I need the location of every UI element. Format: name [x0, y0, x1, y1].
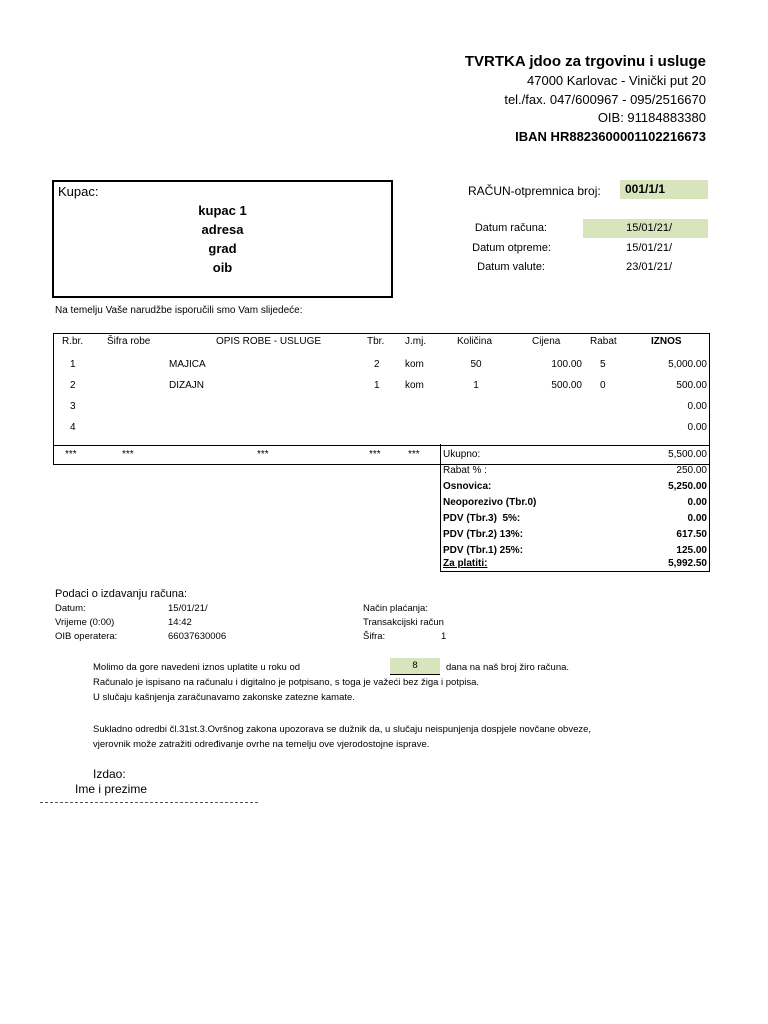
- customer-city: grad: [208, 241, 237, 256]
- row1-rabat: 5: [600, 359, 606, 370]
- total-osnovica: [441, 479, 709, 495]
- issuing-oib: 66037630006: [168, 631, 227, 642]
- row1-cijena: 100.00: [551, 359, 582, 370]
- invoice-date: 15/01/21/: [583, 219, 708, 238]
- issuing-oib-label: OIB operatera:: [55, 631, 118, 642]
- col-iznos: IZNOS: [651, 336, 682, 347]
- signature-line: [40, 802, 258, 803]
- total-rabat-value: 250.00: [676, 465, 707, 476]
- row2-jmj: kom: [405, 380, 424, 391]
- note-line2: Računalo je ispisano na računalu i digitalno je potpisano, s toga je važeći bez žiga i potpisa.: [93, 677, 480, 688]
- row1-jmj: kom: [405, 359, 424, 370]
- total-neoporezivo-value: 0.00: [687, 497, 707, 508]
- customer-oib: oib: [212, 260, 233, 275]
- total-za-platiti-value: 5,992.50: [668, 558, 707, 569]
- due-date-label: Datum valute:: [477, 261, 545, 273]
- stars-opis: ***: [257, 449, 269, 460]
- total-za-platiti: [441, 556, 709, 572]
- note-line5: vjerovnik može zatražiti određivanje ovrhe na temelju ove vjerodostojne isprave.: [93, 739, 430, 750]
- ship-date: 15/01/21/: [626, 242, 672, 254]
- note-pay-before: Molimo da gore navedeni iznos uplatite u roku od: [93, 662, 301, 673]
- note-line3: U slučaju kašnjenja zaračunavamo zakonske zatezne kamate.: [93, 692, 355, 703]
- company-phone: tel./fax. 047/600967 - 095/2516670: [504, 92, 706, 107]
- row3-rbr: 3: [70, 401, 76, 412]
- row2-cijena: 500.00: [551, 380, 582, 391]
- company-iban: IBAN HR8823600001102216673: [515, 129, 706, 144]
- issuing-time: 14:42: [168, 617, 192, 628]
- row4-rbr: 4: [70, 422, 76, 433]
- col-opis: OPIS ROBE - USLUGE: [216, 336, 322, 347]
- total-pdv-13-label: PDV (Tbr.2) 13%:: [443, 529, 524, 540]
- total-ukupno-label: Ukupno:: [443, 449, 481, 460]
- note-days: 8: [390, 658, 440, 675]
- due-date: 23/01/21/: [626, 261, 672, 273]
- customer-label: Kupac:: [58, 184, 99, 199]
- total-pdv-5: [441, 511, 709, 527]
- company-address: 47000 Karlovac - Vinički put 20: [527, 73, 706, 88]
- total-neoporezivo-label: Neoporezivo (Tbr.0): [443, 497, 537, 508]
- row3-iznos: 0.00: [687, 401, 707, 412]
- totals-box: [440, 444, 710, 572]
- stars-tbr: ***: [369, 449, 381, 460]
- code-value: 1: [441, 631, 447, 642]
- row1-tbr: 2: [374, 359, 380, 370]
- stars-sifra: ***: [122, 449, 134, 460]
- stars-rbr: ***: [65, 449, 77, 460]
- total-rabat: [441, 463, 709, 479]
- col-cijena: Cijena: [532, 336, 561, 347]
- customer-box: [52, 180, 393, 298]
- col-rabat: Rabat: [590, 336, 617, 347]
- total-pdv-5-value: 0.00: [687, 513, 707, 524]
- col-tbr: Tbr.: [367, 336, 385, 347]
- col-rbr: R.br.: [62, 336, 84, 347]
- col-kolicina: Količina: [457, 336, 493, 347]
- issuing-date-label: Datum:: [55, 603, 86, 614]
- customer-address: adresa: [201, 222, 244, 237]
- issuing-title: Podaci o izdavanju računa:: [55, 588, 188, 600]
- row2-opis: DIZAJN: [169, 380, 204, 391]
- total-pdv-25-value: 125.00: [676, 545, 707, 556]
- intro-text: Na temelju Vaše narudžbe isporučili smo Vam slijedeće:: [55, 305, 303, 316]
- total-pdv-25-label: PDV (Tbr.1) 25%:: [443, 545, 524, 556]
- note-pay-after: dana na naš broj žiro računa.: [446, 662, 570, 673]
- customer-name: kupac 1: [198, 203, 247, 218]
- total-osnovica-label: Osnovica:: [443, 481, 492, 492]
- payment-method: Transakcijski račun: [363, 617, 444, 628]
- row1-opis: MAJICA: [169, 359, 206, 370]
- total-za-platiti-label: Za platiti:: [443, 558, 488, 569]
- total-pdv-13-value: 617.50: [676, 529, 707, 540]
- issuing-time-label: Vrijeme (0:00): [55, 617, 115, 628]
- total-pdv-13: [441, 527, 709, 543]
- total-ukupno: [441, 447, 709, 463]
- invoice-number-label: RAČUN-otpremnica broj:: [468, 184, 601, 198]
- issuing-date: 15/01/21/: [168, 603, 208, 614]
- total-neoporezivo: [441, 495, 709, 511]
- company-oib: OIB: 91184883380: [597, 110, 706, 125]
- total-ukupno-value: 5,500.00: [668, 449, 707, 460]
- row2-kolicina: 1: [473, 380, 479, 391]
- payment-method-label: Način plaćanja:: [363, 603, 428, 614]
- ship-date-label: Datum otpreme:: [472, 242, 551, 254]
- invoice-number: 001/1/1: [620, 180, 708, 199]
- row1-rbr: 1: [70, 359, 76, 370]
- total-pdv-5-label: PDV (Tbr.3) 5%:: [443, 513, 521, 524]
- note-line4: Sukladno odredbi čl.31st.3.Ovršnog zakona upozorava se dužnik da, u slučaju neispunjenja dospjele novčane obveze,: [93, 724, 592, 735]
- total-rabat-label: Rabat % :: [443, 465, 487, 476]
- invoice-date-label: Datum računa:: [474, 222, 547, 234]
- row1-kolicina: 50: [470, 359, 482, 370]
- total-osnovica-value: 5,250.00: [668, 481, 707, 492]
- code-label: Šifra:: [363, 631, 386, 642]
- company-name: TVRTKA jdoo za trgovinu i usluge: [464, 53, 706, 70]
- row2-iznos: 500.00: [676, 380, 707, 391]
- row2-rabat: 0: [600, 380, 606, 391]
- col-sifra: Šifra robe: [107, 336, 151, 347]
- row2-rbr: 2: [70, 380, 76, 391]
- issuer-name-label: Ime i prezime: [75, 782, 148, 796]
- col-jmj: J.mj.: [405, 336, 427, 347]
- row1-iznos: 5,000.00: [668, 359, 707, 370]
- row4-iznos: 0.00: [687, 422, 707, 433]
- stars-jmj: ***: [408, 449, 420, 460]
- issued-label: Izdao:: [93, 767, 126, 781]
- row2-tbr: 1: [374, 380, 380, 391]
